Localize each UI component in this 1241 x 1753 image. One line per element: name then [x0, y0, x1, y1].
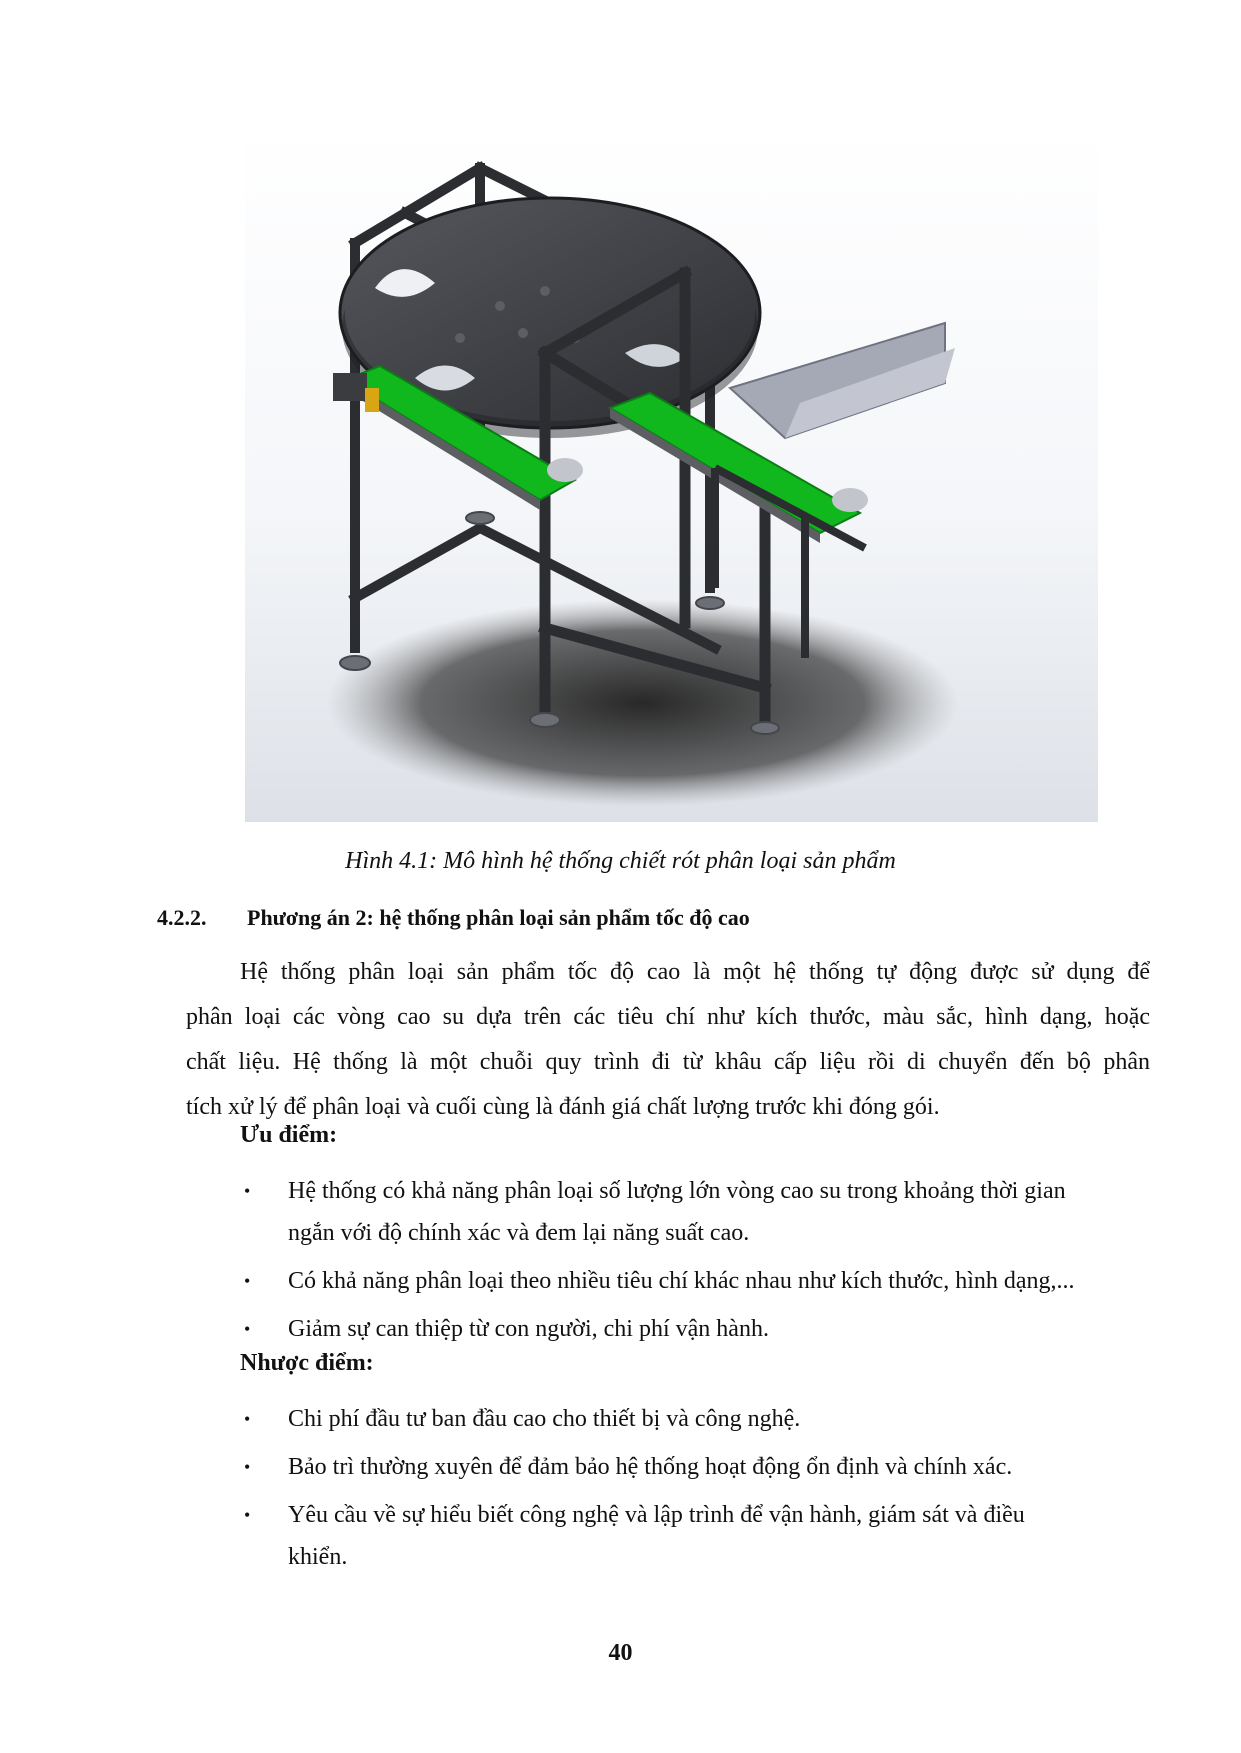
paragraph-line: Hệ thống phân loại sản phẩm tốc độ cao là một hệ thống tự động được sử dụng để [240, 959, 1150, 985]
machine-model-illustration [245, 128, 1098, 822]
bullet-icon: • [244, 1457, 251, 1477]
paragraph-line: phân loại các vòng cao su dựa trên các tiêu chí như kích thước, màu sắc, hình dạng, hoặc [186, 1004, 1150, 1030]
list-item-text: Bảo trì thường xuyên để đảm bảo hệ thống hoạt động ổn định và chính xác. [288, 1454, 1013, 1480]
list-item-text: khiển. [288, 1544, 348, 1570]
bullet-icon: • [244, 1271, 251, 1291]
list-item-text: Yêu cầu về sự hiểu biết công nghệ và lập trình để vận hành, giám sát và điều [288, 1502, 1025, 1528]
list-item [240, 1494, 1150, 1578]
advantages-list [240, 1170, 1150, 1356]
bullet-icon: • [244, 1181, 251, 1201]
list-item-text: Giảm sự can thiệp từ con người, chi phí vận hành. [288, 1316, 769, 1342]
floor-shadow [326, 599, 959, 807]
page-number: 40 [608, 1640, 633, 1666]
list-item [240, 1446, 1150, 1488]
advantages-heading: Ưu điểm: [240, 1122, 338, 1148]
list-item-text: ngắn với độ chính xác và đem lại năng suất cao. [288, 1220, 750, 1246]
bullet-icon: • [244, 1409, 251, 1429]
body-paragraph [186, 950, 1150, 1130]
list-item [240, 1170, 1150, 1254]
left-conveyor-sensor [365, 388, 379, 412]
section-heading [157, 905, 750, 931]
figure-caption: Hình 4.1: Mô hình hệ thống chiết rót phân loại sản phẩm [345, 848, 896, 874]
list-item [240, 1308, 1150, 1350]
figure-machine-model [245, 128, 1098, 822]
section-title: Phương án 2: hệ thống phân loại sản phẩm tốc độ cao [247, 905, 750, 930]
list-item [240, 1260, 1150, 1302]
left-conveyor-motor [333, 373, 367, 401]
paragraph-line: chất liệu. Hệ thống là một chuỗi quy trình đi từ khâu cấp liệu rồi di chuyển đến bộ phân [186, 1049, 1150, 1075]
list-item-text: Chi phí đầu tư ban đầu cao cho thiết bị và công nghệ. [288, 1406, 801, 1432]
right-conveyor-roller [832, 488, 868, 512]
section-number: 4.2.2. [157, 905, 207, 930]
bullet-icon: • [244, 1505, 251, 1525]
bullet-icon: • [244, 1319, 251, 1339]
list-item-text: Hệ thống có khả năng phân loại số lượng lớn vòng cao su trong khoảng thời gian [288, 1178, 1066, 1204]
paragraph-line: tích xử lý để phân loại và cuối cùng là đánh giá chất lượng trước khi đóng gói. [186, 1094, 940, 1120]
list-item [240, 1398, 1150, 1440]
disadvantages-list [240, 1398, 1150, 1584]
disadvantages-heading: Nhược điểm: [240, 1350, 374, 1376]
left-conveyor-roller [547, 458, 583, 482]
list-item-text: Có khả năng phân loại theo nhiều tiêu chí khác nhau như kích thước, hình dạng,... [288, 1268, 1075, 1294]
